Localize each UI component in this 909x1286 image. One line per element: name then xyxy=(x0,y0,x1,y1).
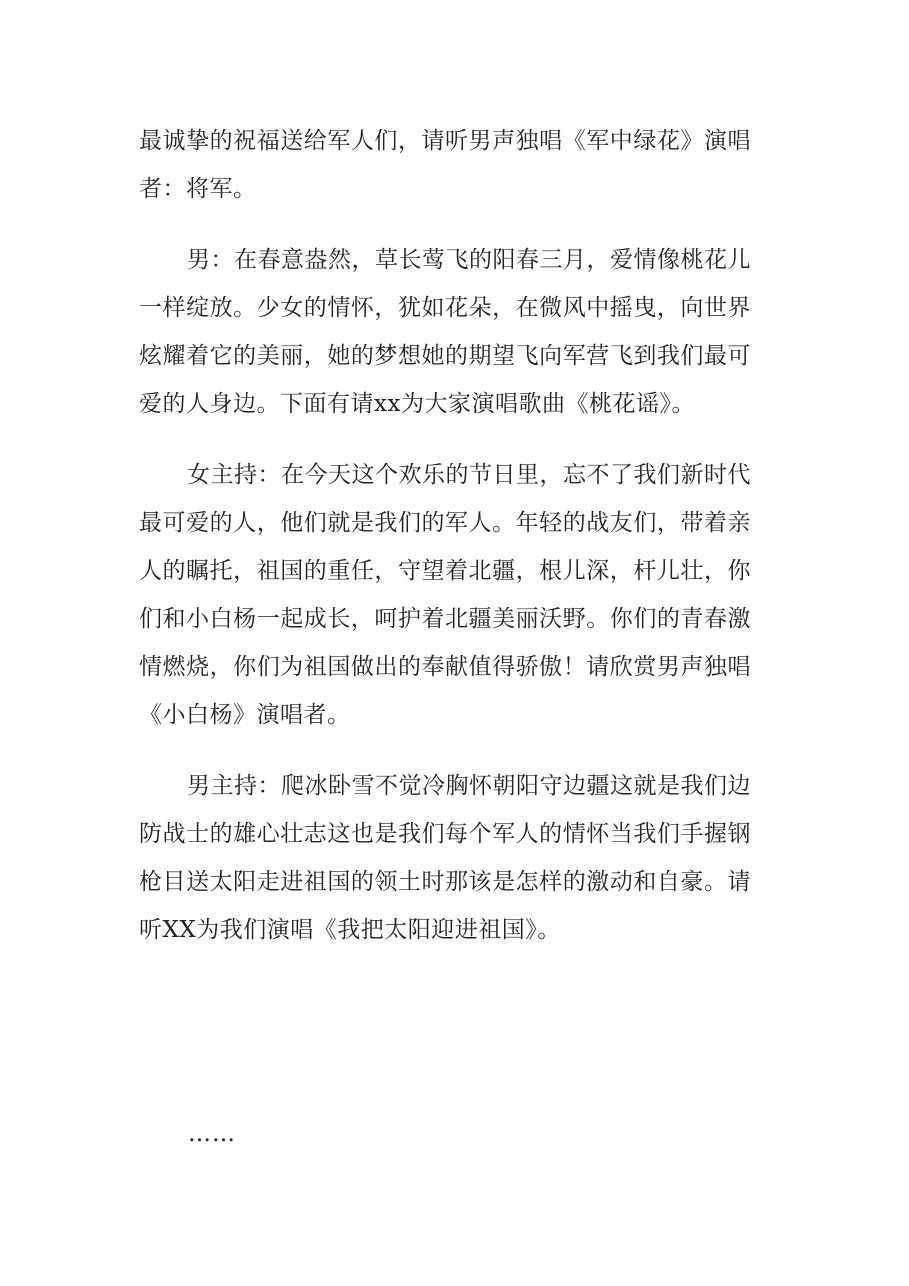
document-body xyxy=(139,117,751,977)
paragraph-continued: 最诚挚的祝福送给军人们，请听男声独唱《军中绿花》演唱者：将军。 xyxy=(139,128,751,202)
paragraph-male-host-peach: 男：在春意盎然，草长莺飞的阳春三月，爱情像桃花儿一样绽放。少女的情怀，犹如花朵，在微风中摇曳，向世界炫耀着它的美丽，她的梦想她的期望飞向军营飞到我们最可爱的人身边。下面有请xx为大家演唱歌曲《桃花谣》。 xyxy=(139,247,751,417)
ellipsis-text: …… xyxy=(188,1121,236,1147)
paragraph-female-host: 女主持：在今天这个欢乐的节日里，忘不了我们新时代最可爱的人，他们就是我们的军人。年轻的战友们，带着亲人的瞩托，祖国的重任，守望着北疆，根儿深，杆儿壮，你们和小白杨一起成长，呵护着北疆美丽沃野。你们的青春激情燃烧，你们为祖国做出的奉献值得骄傲！请欣赏男声独唱《小白杨》演唱者。 xyxy=(139,462,751,728)
paragraph-male-host-sun: 男主持：爬冰卧雪不觉冷胸怀朝阳守边疆这就是我们边防战士的雄心壮志这也是我们每个军人的情怀当我们手握钢枪目送太阳走进祖国的领土时那该是怎样的激动和自豪。请听XX为我们演唱《我把太阳迎进祖国》。 xyxy=(139,773,751,943)
